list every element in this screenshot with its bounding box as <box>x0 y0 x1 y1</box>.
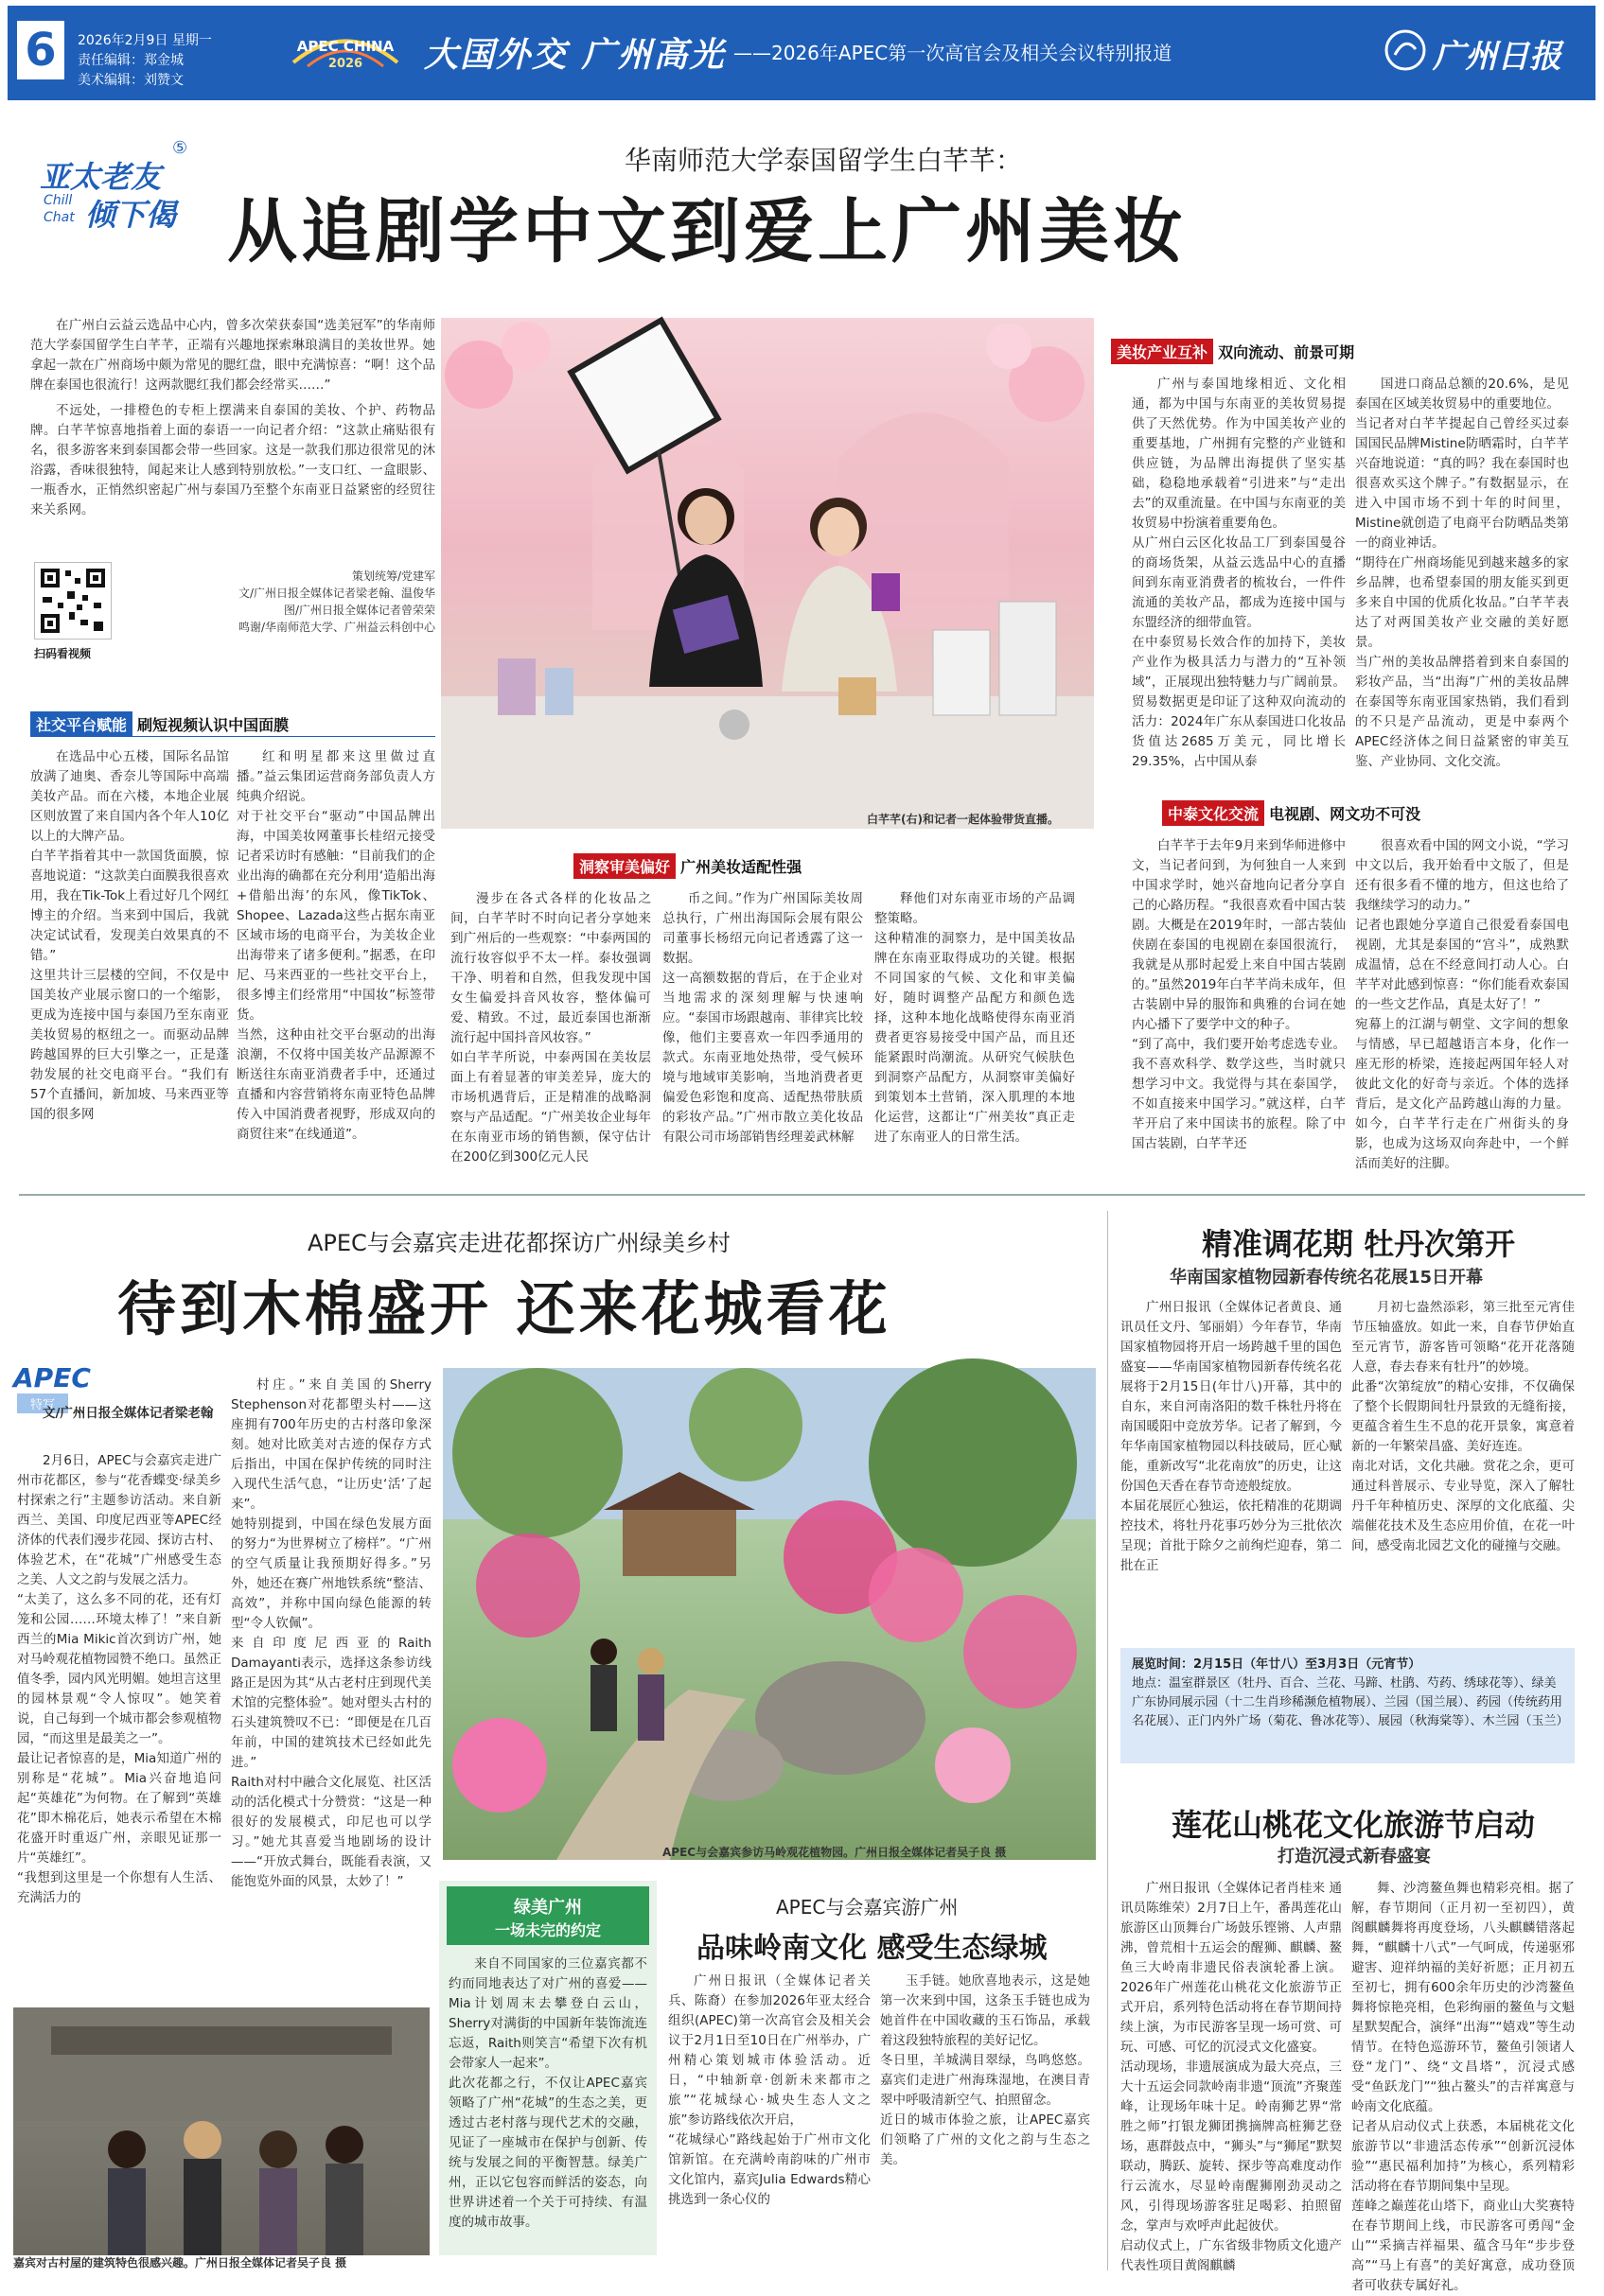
story1-lead-p2: 不远处，一排橙色的专柜上摆满来自泰国的美妆、个护、药物品牌。白芊芊惊喜地指着上面的泰语一一向记者介绍：“这款止痛贴很有名，很多游客来到泰国都会带一些回家。这是一款我们那边很常见的沐浴露，香味很独特，闻起来让人感到特别放松。”一支口红、一盒眼影、一瓶香水，正悄然织密起广州与泰国乃至整个东南亚日益紧密的经贸往来关系网。 <box>30 403 435 517</box>
column-number: ⑤ <box>172 138 188 158</box>
sec3-tag: 美妆产业互补 <box>1111 339 1213 364</box>
credit-line: 图/广州日报全媒体记者曾荣荣 <box>283 604 435 617</box>
story4-subhead: 华南国家植物园新春传统名花展15日开幕 <box>1170 1268 1484 1288</box>
story3-col2: 玉手链。她欣喜地表示，这是她第一次来到中国，这条玉手链也成为她首件在中国收藏的玉石饰品，承载着这段独特旅程的美好记忆。 冬日里，羊城满目翠绿，鸟鸣悠悠。嘉宾们走进广州海珠湿地，在澳目青翠中呼吸清新空气、拍照留念。 近日的城市体验之旅，让APEC嘉宾们领略了广州的文化之韵与生态之美。 <box>880 1973 1090 2167</box>
sec2-heading <box>573 853 980 878</box>
story4-col1: 广州日报讯（全媒体记者黄良、通讯员任文丹、邹丽娟）今年春节，华南国家植物园将开启一场跨越千里的国色盛宴——华南国家植物园新春传统名花展将于2月15日(年廿八)开幕，其中的自东，来自河南洛阳的数千株牡丹将在南国暖阳中竞放芳华。记者了解到，今年华南国家植物园以科技破局，匠心赋能，重新改写“北花南放”的历史，让这份国色天香在春节奇迹般绽放。 本届花展匠心独运，依托精准的花期调控技术，将牡丹花事巧妙分为三批依次呈现；首批于除夕之前绚烂迎春，第二批在正 <box>1120 1300 1342 1573</box>
sec2-col2: 币之间。”作为广州国际美妆周总执行，广州出海国际会展有限公司董事长杨绍元向记者透露了这一数据。 这一高额数据的背后，在于企业对当地需求的深刻理解与快速响应。“泰国市场跟越南、菲律宾比较像，他们主要喜欢一年四季通用的款式。东南亚地处热带，受气候环境与地域审美影响，当地消费者更偏爱色彩饱和度高、适配热带肤质的彩妆产品。”广州市散立美化妆品有限公司市场部销售经理姜武林解 <box>662 891 863 1145</box>
story4-col2: 月初七盎然添彩，第三批至元宵佳节压轴盛放。如此一来，自春节伊始直至元宵节，游客皆可领略“花开花落随人意，春去春来有牡丹”的妙境。 此番“次第绽放”的精心安排，不仅确保了整个长假期间牡丹景致的无缝衔接，更蕴含着生生不息的花开景象，寓意着新的一年繁荣昌盛、美好连连。 南北对话，文化共融。赏花之余，更可通过科普展示、专业导览，深入了解牡丹千年种植历史、深厚的文化底蕴、尖端催花技术及生态应用价值，在花一叶间，感受南北园艺文化的碰撞与交融。 <box>1351 1300 1575 1553</box>
issue-date: 2026年2月9日 星期一 <box>78 33 212 48</box>
story1-headline: 从追剧学中文到爱上广州美妆 <box>227 191 1187 272</box>
garden-scene-icon <box>443 1368 1096 1860</box>
village-photo <box>13 2007 430 2255</box>
sec4-title: 电视剧、网文功不可没 <box>1269 805 1421 823</box>
garden-photo <box>443 1368 1096 1860</box>
livestream-photo-caption: 白芊芊(右)和记者一起体验带货直播。 <box>867 813 1059 826</box>
garden-photo-caption: APEC与会嘉宾参访马岭观花植物园。广州日报全媒体记者吴子良 摄 <box>662 1846 1007 1859</box>
story2-headline: 待到木棉盛开 还来花城看花 <box>117 1274 891 1343</box>
village-photo-caption: 嘉宾对古村屋的建筑特色很感兴趣。广州日报全媒体记者吴子良 摄 <box>13 2256 347 2270</box>
story5-subhead: 打造沉浸式新春盛宴 <box>1278 1847 1431 1867</box>
art-editor-line: 美术编辑：刘赞文 <box>78 73 184 88</box>
apec-badge-text: APEC <box>13 1362 91 1393</box>
sec4-col1: 白芊芊于去年9月来到华师进修中文，当记者问到，为何独自一人来到中国求学时，她兴奋地向记者分享自己的心路历程。“我很喜欢看中国古装剧。大概是在2019年时，一部古装仙侠剧在泰国的电视剧在泰国很流行，我就是从那时起爱上来自中国古装剧的。”虽然2019年白芊芊尚未成年，但古装剧中异的服饰和典雅的台词在她内心播下了要学中文的种子。 “到了高中，我们要开始考虑选专业。我不喜欢科学、数学这些，当时就只想学习中文。我觉得与其在泰国学，不如直接来中国学习。”就这样，白芊芊开启了来中国读书的旅程。除了中国古装剧，白芊芊还 <box>1132 838 1346 1151</box>
sec1-col2: 红和明星都来这里做过直播。”益云集团运营商务部负责人方纯典介绍说。 对于社交平台“驱动”中国品牌出海，中国美妆网董事长桂绍元接受记者采访时有感触：“目前我们的企业出海的确都在充分利用‘造船出海+借船出海’的东风，像TikTok、Shopee、Lazada这些占据东南亚区域市场的电商平台，为美妆企业出海带来了诸多便利。”据悉，在印尼、马来西亚的一些社交平台上，很多博主们经常用“中国妆”标签带货。 当然，这种由社交平台驱动的出海浪潮，不仅将中国美妆产品源源不断送往东南亚消费者手中，还通过直播和内容营销将东南亚特色品牌传入中国消费者视野，形成双向的商贸往来“在线通道”。 <box>237 749 435 1142</box>
flower-show-place: 地点：温室群景区（牡丹、百合、兰花、马蹄、杜鹃、芍药、绣球花等）、绿美广东协同展示园（十二生肖珍稀濒危植物展）、兰园（国兰展）、药园（传统药用名花展）、正门内外广场（菊花、鲁冰花等）、展园（秋海棠等）、木兰园（玉兰） <box>1132 1676 1569 1728</box>
page-number: 6 <box>17 21 64 79</box>
sec3-heading <box>1111 339 1575 363</box>
paper-logo-icon <box>1384 28 1427 72</box>
column-logo <box>30 138 191 242</box>
apec-logo <box>284 25 407 79</box>
column-logo-chat: Chat <box>44 210 75 225</box>
sec4-col2: 很喜欢看中国的网文小说，“学习中文以后，我开始看中文版了，但是还有很多看不懂的地方，但这也给了我继续学习的动力。” 记者也跟她分享道自己很爱看泰国电视剧，尤其是泰国的“宫斗”，成熟默成温情，总在不经意间打动人心。白芊芊对此感到惊喜：“你们能看欢泰国的一些文艺作品，真是太好了！” 宛幕上的江湖与朝堂、文字间的想象与情感，早已超越语言本身，化作一座无形的桥梁，连接起两国年轻人对彼此文化的好奇与亲近。个体的选择背后，是文化产品跨越山海的力量。如今，白芊芊行走在广州街头的身影，也成为这场双向奔赴中，一个鲜活而美好的注脚。 <box>1355 838 1569 1171</box>
flower-show-info-box <box>1120 1648 1575 1763</box>
apec-badge-sub: 特写 <box>17 1393 68 1413</box>
village-scene-icon <box>13 2007 430 2255</box>
story3-col1: 广州日报讯（全媒体记者关兵、陈裔）在参加2026年亚太经合组织(APEC)第一次高官会及相关会议于2月1日至10日在广州举办，广州精心策划城市体验活动。近日，“中轴新章·创新未来都市之旅”“花城绿心·城央生态人文之旅”参访路线依次开启， “花城绿心”路线起始于广州市文化馆新馆。在充满岭南韵味的广州市文化馆内，嘉宾Julia Edwards精心挑选到一条心仪的 <box>668 1973 871 2207</box>
section-divider <box>19 1194 1585 1196</box>
story2-kicker: APEC与会嘉宾走进花都探访广州绿美乡村 <box>308 1230 731 1256</box>
credit-line: 策划统筹/党建军 <box>351 570 435 583</box>
story1-lead-p1: 在广州白云益云选品中心内，曾多次荣获泰国“选美冠军”的华南师范大学泰国留学生白芊芊，正端有兴趣地探索琳琅满目的美妆世界。她拿起一款在广州商场中颇为常见的腮红盘，眼中充满惊喜：“啊！这个品牌在泰国也很流行！这两款腮红我们都会经常买……” <box>30 318 435 393</box>
story5-col1: 广州日报讯（全媒体记者肖桂来 通讯员陈维荣）2月7日上午，番禺莲花山旅游区山顶舞台广场鼓乐铿锵、人声鼎沸，曾荒相十五运会的醒狮、麒麟、鳌鱼三大岭南非遗民俗表演轮番上演。2026年广州莲花山桃花文化旅游节正式开启，系列特色活动将在春节期间持续上演，为市民游客呈现一场可赏、可玩、可感、可忆的沉浸式文化盛宴。 活动现场，非遗展演成为最大亮点，三大十五运会同款岭南非遗“顶流”齐聚莲峰，让现场年味十足。岭南狮艺界“常胜之师”打银龙狮团携摘牌高桩狮艺登场，惠群鼓点中，“狮头”与“狮尾”默契联动，腾跃、旋转、探步等高难度动作行云流水，尽显岭南醒狮刚劲灵动之风，引得现场游客驻足喝彩、拍照留念，掌声与欢呼声此起彼伏。 启动仪式上，广东省级非物质文化遗产代表性项目黄阁麒麟 <box>1120 1881 1342 2273</box>
story1-kicker: 华南师范大学泰国留学生白芊芊： <box>625 145 1023 176</box>
story2-byline: 文/广州日报全媒体记者梁老翰 <box>43 1406 214 1421</box>
sec1-tag: 社交平台赋能 <box>30 711 132 737</box>
green-box <box>439 1881 657 2255</box>
sec4-tag: 中泰文化交流 <box>1162 800 1264 826</box>
story1-lead <box>30 316 435 552</box>
sec3-title: 双向流动、前景可期 <box>1218 343 1355 361</box>
paper-logo <box>1384 26 1582 76</box>
sec2-col3: 释他们对东南亚市场的产品调整策略。 这种精准的洞察力，是中国美妆品牌在东南亚取得成功的关键。根据不同国家的气候、文化和审美偏好，随时调整产品配方和颜色选择，这种本地化战略使得东南亚消费者更容易接受中国产品，而且还能紧跟时尚潮流。从研究气候肤色到洞察产品配方，从洞察审美偏好到策划本土营销，深入肌理的本地化运营，这都让“广州美妆”真正走进了东南亚人的日常生活。 <box>874 891 1075 1145</box>
sec3-col2: 国进口商品总额的20.6%，是见泰国在区域美妆贸易中的重要地位。 当记者对白芊芊提起自己曾经买过泰国国民品牌Mistine防晒霜时，白芊芊兴奋地说道：“真的吗？我在泰国时也很喜欢买这个牌子。”有数据显示，在进入中国市场不到十年的时间里，Mistine就创造了电商平台防晒品类第一的商业神话。 “期待在广州商场能见到越来越多的家乡品牌，也希望泰国的朋友能买到更多来自中国的优质化妆品。”白芊芊表达了对两国美妆产业交融的美好愿景。 当广州的美妆品牌搭着到来自泰国的彩妆产品，当“出海”广州的美妆品牌在泰国等东南亚国家热销，我们看到的不只是产品流动，更是中泰两个APEC经济体之间日益紧密的审美互鉴、产业协同、文化交流。 <box>1355 377 1569 769</box>
sec2-tag: 洞察审美偏好 <box>573 853 676 879</box>
flower-show-time: 展览时间：2月15日（年廿八）至3月3日（元宵节） <box>1132 1657 1421 1672</box>
story5-headline: 莲花山桃花文化旅游节启动 <box>1172 1807 1536 1843</box>
green-box-text: 来自不同国家的三位嘉宾都不约而同地表达了对广州的喜爱——Mia计划周末去攀登白云山，Sherry对满街的中国新年装饰流连忘返，Raith则笑言“希望下次有机会带家人一起来”。 此次花都之行，不仅让APEC嘉宾领略了广州“花城”的生态之美，更透过古老村落与现代艺术的交融，见证了一座城市在保护与创新、传统与发展之间的平衡智慧。绿美广州，正以它包容而鲜活的姿态，向世界讲述着一个关于可持续、有温度的城市故事。 <box>449 1956 647 2230</box>
column-logo-tail: 倾下偈 <box>85 197 177 233</box>
header-subtitle: ——2026年APEC第一次高官会及相关会议特别报道 <box>733 42 1172 64</box>
sec1-col1: 在选品中心五楼，国际名品馆放满了迪奥、香奈儿等国际中高端美妆产品。而在六楼，本地企业展区则放置了来自国内各个年人10亿以上的大牌产品。 白芊芊指着其中一款国货面膜，惊喜地说道：“这款美白面膜我很喜欢用，我在Tik-Tok上看过好几个网红博主的介绍。当来到中国后，我就决定试试看，发现美白效果真的不错。” 这里共计三层楼的空间，不仅是中国美妆产业展示窗口的一个缩影，更成为连接中国与泰国乃至东南亚美妆贸易的枢纽之一。而驱动品牌跨越国界的巨大引擎之一，正是蓬勃发展的社交电商平台。“我们有57个直播间，新加坡、马来西亚等国的很多网 <box>30 749 229 1122</box>
editor-line: 责任编辑：郑金城 <box>78 53 184 68</box>
sec2-title: 广州美妆适配性强 <box>680 858 802 876</box>
story3-kicker: APEC与会嘉宾游广州 <box>776 1896 959 1919</box>
header-slogan: 大国外交 广州高光 <box>424 35 726 75</box>
story2-col1: 2月6日，APEC与会嘉宾走进广州市花都区，参与“花香蝶变·绿美乡村探索之行”主题参访活动。来自新西兰、美国、印度尼西亚等APEC经济体的代表们漫步花园、探访古村、体验艺术，在“花城”广州感受生态之美、人文之韵与发展之活力。 “太美了，这么多不同的花，还有灯笼和公园……环境太棒了！”来自新西兰的Mia Mikic首次到访广州，她对马岭观花植物园赞不绝口。虽然正值冬季，园内风光明媚。她坦言这里的园林景观“令人惊叹”。她笑着说，自己每到一个城市都会参观植物园，“而这里是最美之一”。 最让记者惊喜的是，Mia知道广州的别称是“花城”。Mia兴奋地追问起“英雄花”为何物。在了解到“英雄花”即木棉花后，她表示希望在木棉花盛开时重返广州，亲眼见证那一片“英雄红”。 “我想到这里是一个你想有人生活、充满活力的 <box>17 1453 221 1905</box>
apec-logo-text: APEC CHINA <box>296 38 395 55</box>
apec-logo-year: 2026 <box>327 57 363 71</box>
sec4-heading <box>1162 800 1569 825</box>
column-logo-title: 亚太老友 <box>40 159 162 195</box>
column-logo-chill: Chill <box>44 193 73 208</box>
livestream-scene-icon <box>441 318 1094 829</box>
sec1-title: 刷短视频认识中国面膜 <box>137 716 290 734</box>
qr-caption: 扫码看视频 <box>34 647 92 660</box>
credit-line: 文/广州日报全媒体记者梁老翰、温俊华 <box>238 587 435 600</box>
credit-line: 鸣谢/华南师范大学、广州益云科创中心 <box>238 621 435 634</box>
qr-code-icon <box>35 563 111 639</box>
livestream-photo <box>441 318 1094 829</box>
green-box-line2: 一场未完的约定 <box>494 1921 601 1939</box>
qr-code[interactable] <box>34 562 112 640</box>
paper-name: 广州日报 <box>1433 38 1561 76</box>
story2-col2: 村庄。”来自美国的Sherry Stephenson对花都塱头村——这座拥有700年历史的古村落印象深刻。她对比欧美对古迹的保存方式后指出，中国在保护传统的同时注入现代生活气息，“让历史‘活’了起来”。 她特别提到，中国在绿色发展方面的努力“为世界树立了榜样”。“广州的空气质量让我预期好得多。”另外，她还在赛广州地铁系统“整洁、高效”，并称中国向绿色能源的转型“令人钦佩”。 来自印度尼西亚的Raith Damayanti表示，选择这条参访线路正是因为其“从古老村庄到现代美术馆的完整体验”。她对塱头古村的石头建筑赞叹不已：“即便是在几百年前，中国的建筑技术已经如此先进。” Raith对村中融合文化展览、社区活动的活化模式十分赞赏：“这是一种很好的发展模式，印尼也可以学习。”她尤其喜爱当地剧场的设计——“开放式舞台，既能看表演，又能饱览外面的风景，太妙了！” <box>231 1377 432 1889</box>
right-column-rule <box>1107 1211 1108 2270</box>
story3-headline: 品味岭南文化 感受生态绿城 <box>696 1932 1048 1965</box>
story1-credits <box>132 568 435 636</box>
green-box-line1: 绿美广州 <box>514 1898 582 1918</box>
story4-headline: 精准调花期 牡丹次第开 <box>1202 1226 1516 1262</box>
sec1-heading <box>30 711 435 737</box>
sec3-col1: 广州与泰国地缘相近、文化相通，都为中国与东南亚的美妆贸易提供了天然优势。作为中国美妆产业的重要基地，广州拥有完整的产业链和供应链，为品牌出海提供了坚实基础，稳稳地承载着“引进来”与“走出去”的双重流量。在中国与东南亚的美妆贸易中扮演着重要角色。 从广州白云区化妆品工厂到泰国曼谷的商场货架，从益云选品中心的直播间到东南亚消费者的梳妆台，一件件流通的美妆产品，都成为连接中国与东盟经济的细带血管。 在中泰贸易长效合作的加持下，美妆产业作为极具活力与潜力的“互补领域”，正展现出独特魅力与广阔前景。贸易数据更是印证了这种双向流动的活力：2024年广东从泰国进口化妆品货值达2685万美元，同比增长29.35%，占中国从泰 <box>1132 377 1346 769</box>
sec2-col1: 漫步在各式各样的化妆品之间，白芊芊时不时向记者分享她来到广州后的一些观察：“中泰两国的流行妆容似乎不太一样。泰妆强调干净、明着和自然，但我发现中国女生偏爱抖音风妆容，整体偏可爱、精致。不过，最近泰国也渐渐流行起中国抖音风妆容。” 如白芊芊所说，中泰两国在美妆层面上有着显著的审美差异，庞大的市场机遇背后，正是精准的战略洞察与产品适配。“广州美妆企业每年在东南亚市场的销售额，保守估计在200亿到300亿元人民 <box>450 891 651 1165</box>
green-box-header <box>447 1886 649 1945</box>
apec-badge <box>13 1362 146 1412</box>
story5-col2: 舞、沙湾鳌鱼舞也精彩亮相。据了解，春节期间（正月初一至初四），黄阁麒麟舞将再度登场，八头麒麟错落起舞，“麒麟十八式”一气呵成，传递驱邪避害、迎祥纳福的美好祈愿；正月初五至初七，拥有600余年历史的沙湾鳌鱼舞将惊艳亮相，色彩绚丽的鳌鱼与文魁星默契配合，演绎“出海”“嬉戏”等生动情节。在特色巡游环节，鳌鱼引领诸人登“龙门”、绕“文昌塔”，沉浸式感受“鱼跃龙门”“独占鳌头”的吉祥寓意与岭南文化底蕴。 记者从启动仪式上获悉，本届桃花文化旅游节以“非遗活态传承”“创新沉浸体验”“惠民福利加持”为核心，系列精彩活动将在春节期间集中呈现。 莲峰之巅莲花山塔下，商业山大奖赛特在春节期间上线，市民游客可勇闯“金山”“采摘吉祥福果、蕴含马年“步步登高”“马上有喜”的美好寓意，成功登顶者可收获专属好礼。 <box>1351 1881 1575 2293</box>
